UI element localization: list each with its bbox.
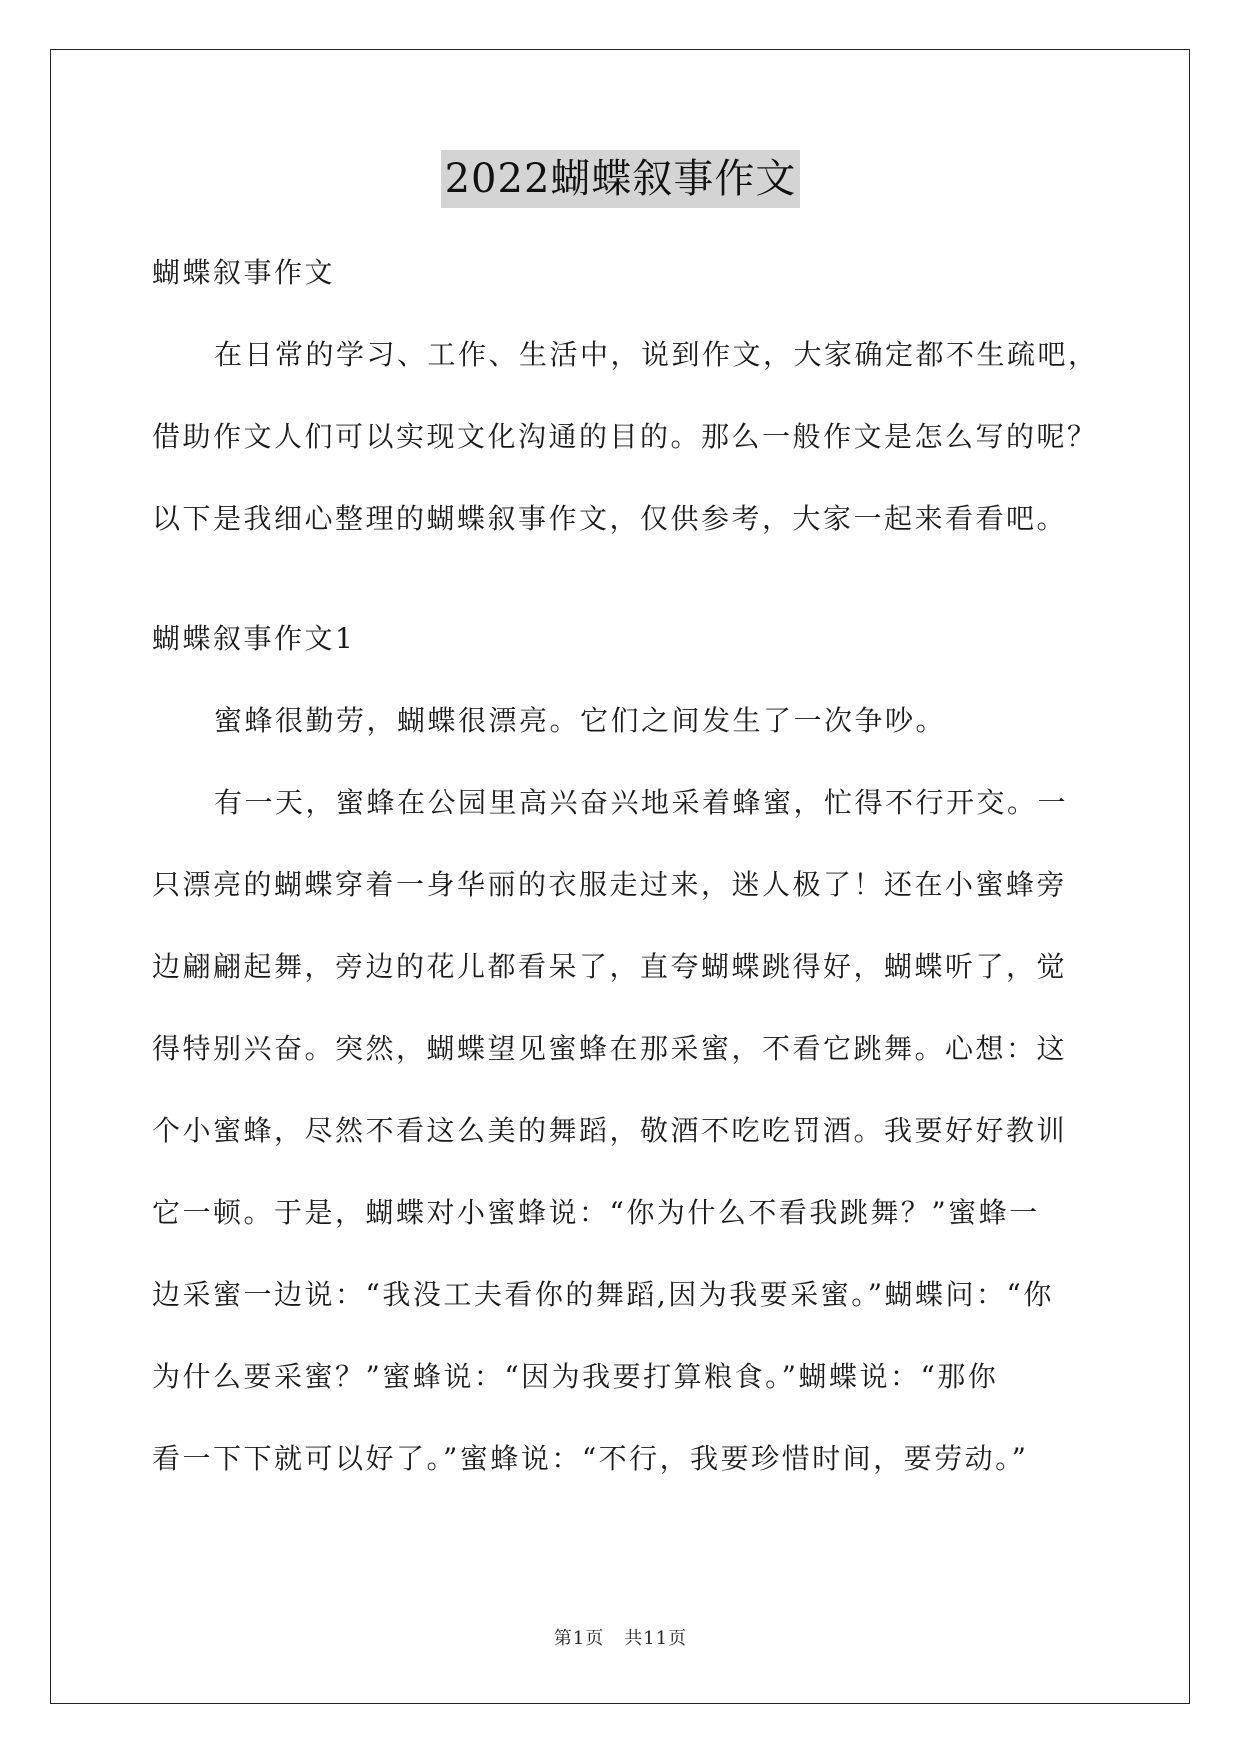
paragraph-2-line: 看一下下就可以好了。”蜜蜂说：“不行，我要珍惜时间，要劳动。” [152, 1442, 1029, 1475]
paragraph-2-line: 它一顿。于是，蝴蝶对小蜜蜂说：“你为什么不看我跳舞？”蜜蜂一 [152, 1196, 1040, 1229]
paragraph-2-line: 得特别兴奋。突然，蝴蝶望见蜜蜂在那采蜜，不看它跳舞。心想：这 [152, 1032, 1068, 1065]
intro-line: 以下是我细心整理的蝴蝶叙事作文，仅供参考，大家一起来看看吧。 [152, 502, 1068, 535]
page-number: 第1页 [553, 1628, 605, 1649]
paragraph-2-line: 为什么要采蜜？”蜜蜂说：“因为我要打算粮食。”蝴蝶说：“那你 [152, 1360, 999, 1393]
section-gap [152, 560, 1092, 598]
document-body [152, 232, 1099, 1500]
paragraph-2-line: 只漂亮的蝴蝶穿着一身华丽的衣服走过来，迷人极了！还在小蜜蜂旁 [152, 868, 1068, 901]
section-heading: 蝴蝶叙事作文1 [152, 622, 356, 655]
paragraph-2-line: 个小蜜蜂，尽然不看这么美的舞蹈，敬酒不吃吃罚酒。我要好好教训 [152, 1114, 1068, 1147]
paragraph-1: 蜜蜂很勤劳，蝴蝶很漂亮。它们之间发生了一次争吵。 [214, 704, 947, 737]
intro-line: 在日常的学习、工作、生活中，说到作文，大家确定都不生疏吧， [214, 338, 1099, 371]
page-footer [0, 1624, 1241, 1650]
page-total: 共11页 [624, 1628, 688, 1649]
subtitle: 蝴蝶叙事作文 [152, 256, 336, 289]
paragraph-2-line: 有一天，蜜蜂在公园里高兴奋兴地采着蜂蜜，忙得不行开交。一 [214, 786, 1069, 819]
paragraph-2-line: 边采蜜一边说：“我没工夫看你的舞蹈,因为我要采蜜。”蝴蝶问：“你 [152, 1278, 1054, 1311]
title-wrap [0, 150, 1241, 208]
paragraph-2-line: 边翩翩起舞，旁边的花儿都看呆了，直夸蝴蝶跳得好，蝴蝶听了，觉 [152, 950, 1068, 983]
intro-line: 借助作文人们可以实现文化沟通的目的。那么一般作文是怎么写的呢？ [152, 420, 1098, 453]
document-title: 2022蝴蝶叙事作文 [441, 150, 801, 208]
